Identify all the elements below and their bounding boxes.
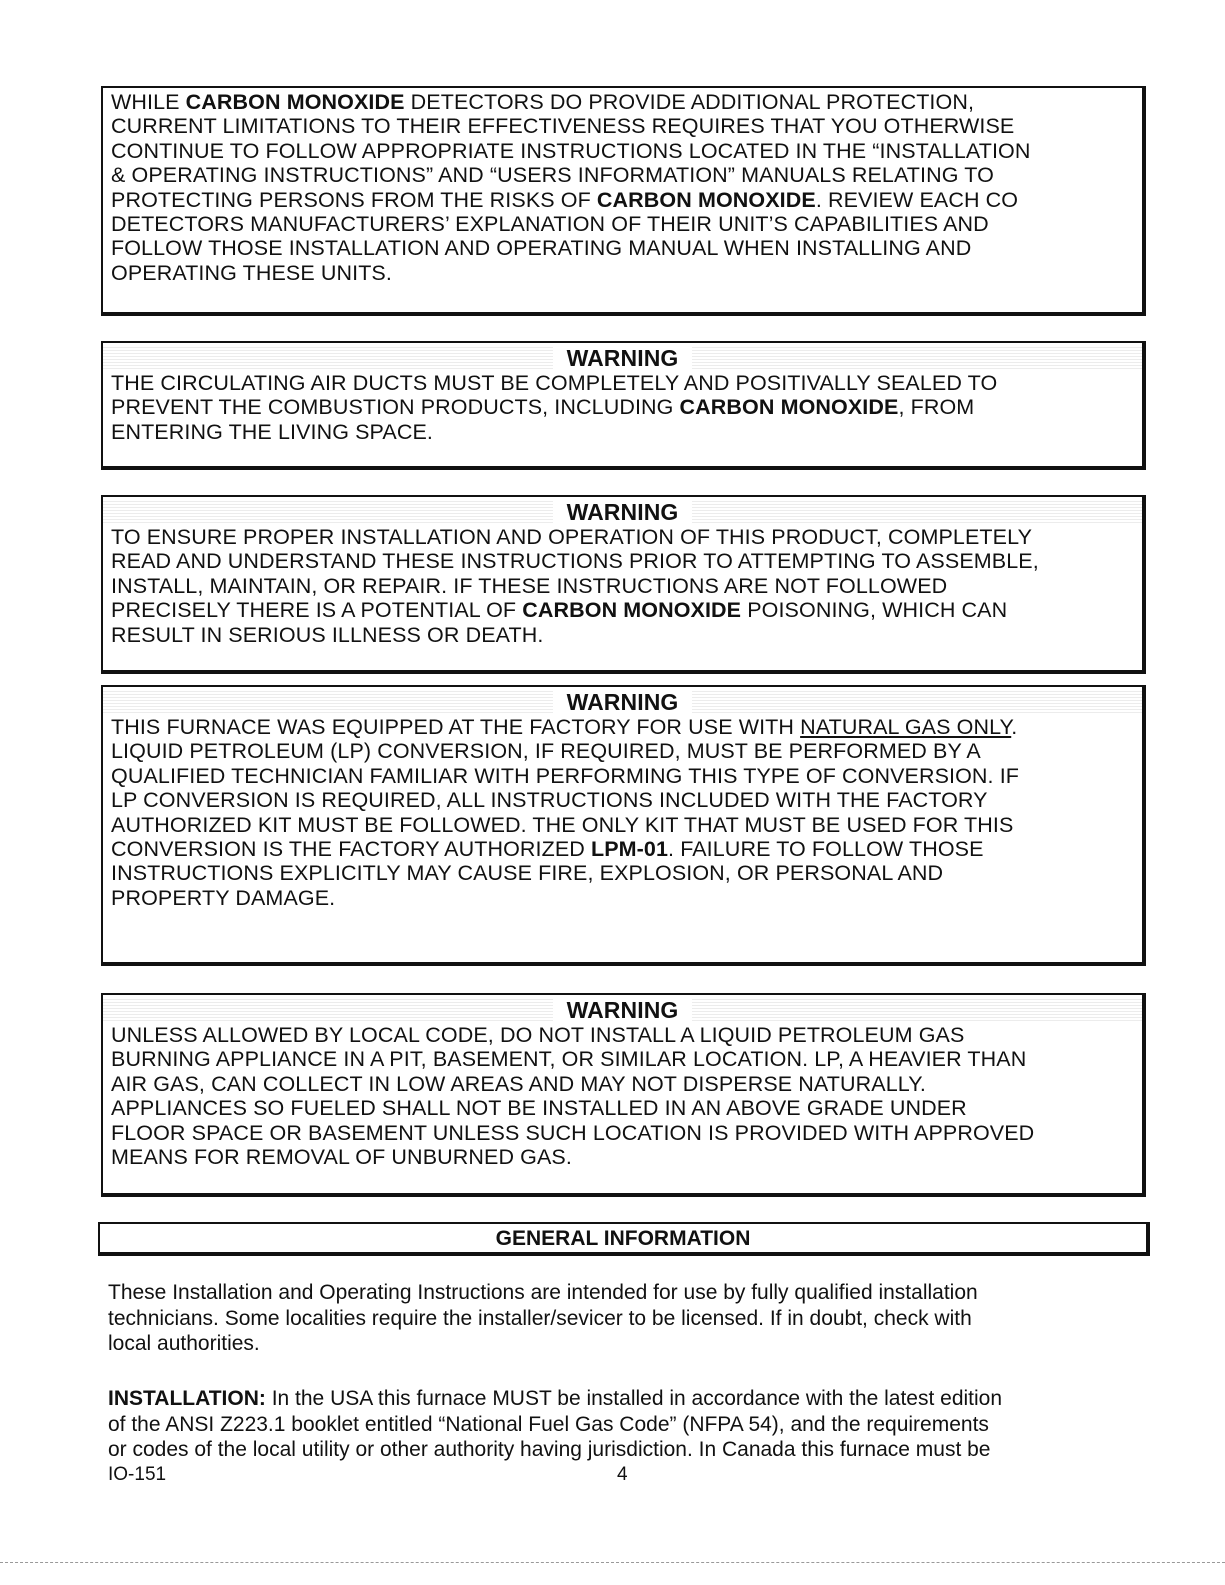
paragraph-line: technicians. Some localities require the installer/sevicer to be licensed. If in doubt, check with: [108, 1306, 972, 1330]
warning-lp-location-box: [101, 993, 1146, 1197]
warning-line: QUALIFIED TECHNICIAN FAMILIAR WITH PERFORMING THIS TYPE OF CONVERSION. IF: [111, 763, 1020, 788]
installation-paragraph: [108, 1386, 1138, 1463]
warning-line: INSTRUCTIONS EXPLICITLY MAY CAUSE FIRE, EXPLOSION, OR PERSONAL AND: [111, 861, 944, 886]
warning-line: APPLIANCES SO FUELED SHALL NOT BE INSTALLED IN AN ABOVE GRADE UNDER: [111, 1096, 967, 1121]
notice-line: WHILE CARBON MONOXIDE DETECTORS DO PROVIDE ADDITIONAL PROTECTION,: [111, 90, 975, 114]
general-information-heading: GENERAL INFORMATION: [98, 1222, 1150, 1256]
page-bottom-rule: [0, 1562, 1225, 1563]
notice-line: PROTECTING PERSONS FROM THE RISKS OF CARBON MONOXIDE. REVIEW EACH CO: [111, 187, 1019, 212]
warning-line: FLOOR SPACE OR BASEMENT UNLESS SUCH LOCATION IS PROVIDED WITH APPROVED: [111, 1120, 1035, 1145]
warning-line: TO ENSURE PROPER INSTALLATION AND OPERATION OF THIS PRODUCT, COMPLETELY: [111, 525, 1033, 549]
paragraph-line: INSTALLATION: In the USA this furnace MUST be installed in accordance with the latest edition: [108, 1387, 1003, 1410]
paragraph-line: of the ANSI Z223.1 booklet entitled “National Fuel Gas Code” (NFPA 54), and the requirements: [108, 1412, 989, 1436]
warning-line: READ AND UNDERSTAND THESE INSTRUCTIONS PRIOR TO ATTEMPTING TO ASSEMBLE,: [111, 549, 1039, 574]
carbon-monoxide-notice-box: [101, 86, 1146, 316]
notice-line: OPERATING THESE UNITS.: [111, 260, 392, 285]
general-info-paragraph: [108, 1280, 1138, 1357]
notice-line: CONTINUE TO FOLLOW APPROPRIATE INSTRUCTIONS LOCATED IN THE “INSTALLATION: [111, 138, 1031, 163]
warning-line: PRECISELY THERE IS A POTENTIAL OF CARBON MONOXIDE POISONING, WHICH CAN: [111, 598, 1008, 623]
warning-line: RESULT IN SERIOUS ILLNESS OR DEATH.: [111, 622, 544, 647]
document-code: IO-151: [108, 1464, 167, 1485]
warning-line: AIR GAS, CAN COLLECT IN LOW AREAS AND MAY NOT DISPERSE NATURALLY.: [111, 1071, 926, 1096]
paragraph-line: or codes of the local utility or other authority having jurisdiction. In Canada this furnace must be: [108, 1438, 991, 1461]
warning-line: ENTERING THE LIVING SPACE.: [111, 419, 433, 444]
warning-line: THE CIRCULATING AIR DUCTS MUST BE COMPLETELY AND POSITIVALLY SEALED TO: [111, 371, 998, 395]
warning-line: LP CONVERSION IS REQUIRED, ALL INSTRUCTIONS INCLUDED WITH THE FACTORY: [111, 788, 988, 813]
warning-line: MEANS FOR REMOVAL OF UNBURNED GAS.: [111, 1145, 572, 1170]
warning-line: CONVERSION IS THE FACTORY AUTHORIZED LPM-01. FAILURE TO FOLLOW THOSE: [111, 837, 984, 862]
notice-line: CURRENT LIMITATIONS TO THEIR EFFECTIVENESS REQUIRES THAT YOU OTHERWISE: [111, 114, 1015, 139]
warning-line: BURNING APPLIANCE IN A PIT, BASEMENT, OR SIMILAR LOCATION. LP, A HEAVIER THAN: [111, 1047, 1027, 1072]
paragraph-line: local authorities.: [108, 1332, 260, 1355]
notice-line: & OPERATING INSTRUCTIONS” AND “USERS INFORMATION” MANUALS RELATING TO: [111, 163, 994, 188]
warning-line: THIS FURNACE WAS EQUIPPED AT THE FACTORY FOR USE WITH NATURAL GAS ONLY.: [111, 715, 1018, 739]
warning-lp-conversion-box: [101, 685, 1146, 966]
warning-line: UNLESS ALLOWED BY LOCAL CODE, DO NOT INSTALL A LIQUID PETROLEUM GAS: [111, 1023, 965, 1047]
warning-line: PROPERTY DAMAGE.: [111, 885, 336, 910]
warning-title: WARNING: [103, 689, 1142, 715]
warning-title: WARNING: [103, 499, 1142, 525]
warning-line: PREVENT THE COMBUSTION PRODUCTS, INCLUDING CARBON MONOXIDE, FROM: [111, 395, 975, 420]
paragraph-line: These Installation and Operating Instructions are intended for use by fully qualified installation: [108, 1281, 978, 1304]
page-number: 4: [617, 1464, 628, 1485]
warning-line: INSTALL, MAINTAIN, OR REPAIR. IF THESE INSTRUCTIONS ARE NOT FOLLOWED: [111, 573, 948, 598]
warning-installation-box: [101, 495, 1146, 674]
warning-title: WARNING: [103, 997, 1142, 1023]
notice-line: DETECTORS MANUFACTURERS’ EXPLANATION OF THEIR UNIT’S CAPABILITIES AND: [111, 212, 989, 237]
warning-title: WARNING: [103, 345, 1142, 371]
installation-label: INSTALLATION:: [108, 1387, 266, 1410]
warning-line: LIQUID PETROLEUM (LP) CONVERSION, IF REQUIRED, MUST BE PERFORMED BY A: [111, 739, 981, 764]
warning-line: AUTHORIZED KIT MUST BE FOLLOWED. THE ONLY KIT THAT MUST BE USED FOR THIS: [111, 812, 1014, 837]
warning-air-ducts-box: [101, 341, 1146, 470]
notice-line: FOLLOW THOSE INSTALLATION AND OPERATING MANUAL WHEN INSTALLING AND: [111, 236, 972, 261]
